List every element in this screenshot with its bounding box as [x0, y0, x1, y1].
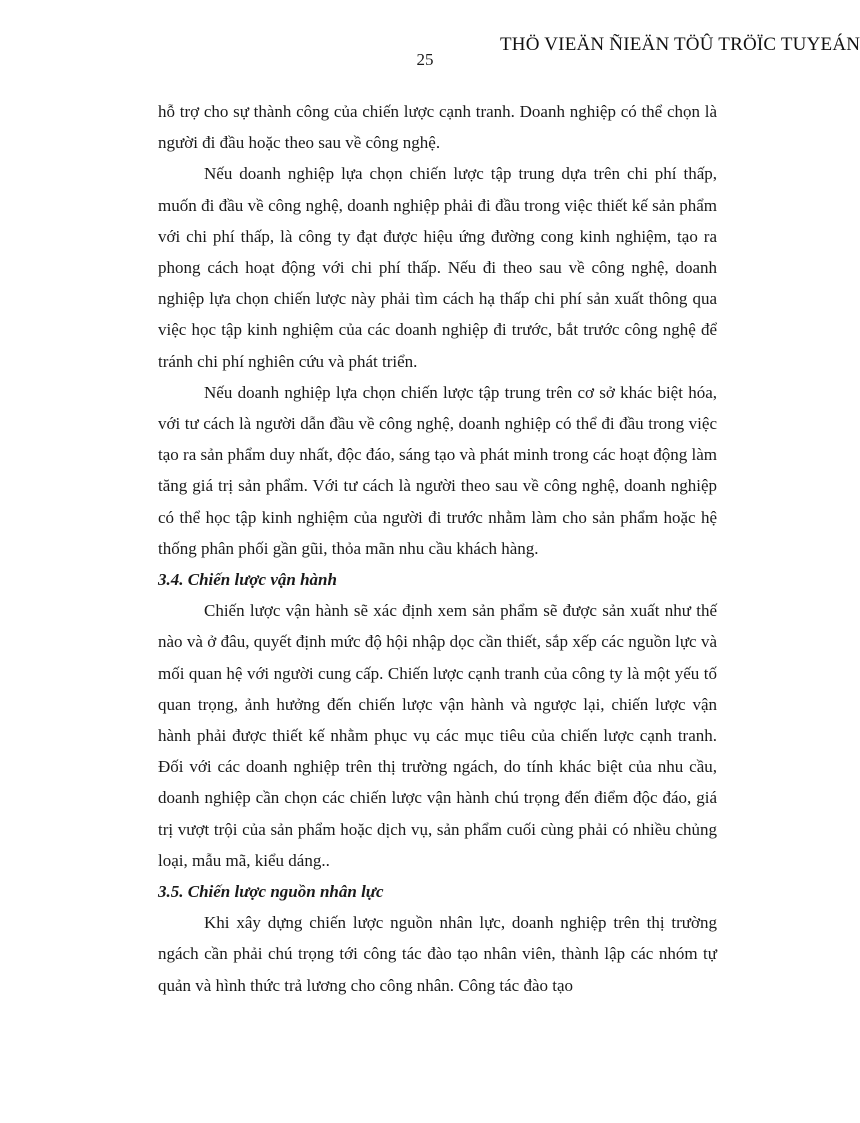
library-watermark: THÖ VIEÄN ÑIEÄN TÖÛ TRÖÏC TUYEÁN — [500, 34, 860, 55]
body-paragraph-3: Nếu doanh nghiệp lựa chọn chiến lược tập trung trên cơ sở khác biệt hóa, với tư cách là người dẫn đầu về công nghệ, doanh nghiệp có thể đi đầu trong việc tạo ra sản phẩm duy nhất, độc đáo, sáng tạo và phát minh trong các hoạt động làm tăng giá trị sản phẩm. Với tư cách là người theo sau về công nghệ, doanh nghiệp có thể học tập kinh nghiệm của người đi trước nhằm làm cho sản phẩm hoặc hệ thống phân phối gần gũi, thỏa mãn nhu cầu khách hàng. — [158, 382, 717, 558]
body-paragraph-hr: Khi xây dựng chiến lược nguồn nhân lực, doanh nghiệp trên thị trường ngách cần phải chú trọng tới công tác đào tạo nhân viên, thành lập các nhóm tự quản và hình thức trả lương cho công nhân. Công tác đào tạo — [158, 913, 717, 995]
page-number: 25 — [416, 50, 434, 69]
section-heading-hr-strategy: 3.5. Chiến lược nguồn nhân lực — [158, 882, 384, 902]
body-paragraph-1: hỗ trợ cho sự thành công của chiến lược cạnh tranh. Doanh nghiệp có thể chọn là người đi đầu hoặc theo sau về công nghệ. — [158, 102, 717, 153]
body-paragraph-2: Nếu doanh nghiệp lựa chọn chiến lược tập trung dựa trên chi phí thấp, muốn đi đầu về công nghệ, doanh nghiệp phải đi đầu trong việc thiết kế sản phẩm với chi phí thấp, là công ty đạt được hiệu ứng đường cong kinh nghiệm, tạo ra phong cách hoạt động với chi phí thấp. Nếu đi theo sau về công nghệ, doanh nghiệp lựa chọn chiến lược này phải tìm cách hạ thấp chi phí sản xuất thông qua việc học tập kinh nghiệm của các doanh nghiệp đi trước, bắt trước công nghệ để tránh chi phí nghiên cứu và phát triển. — [158, 164, 717, 371]
body-paragraph-operations: Chiến lược vận hành sẽ xác định xem sản phẩm sẽ được sản xuất như thế nào và ở đâu, quyết định mức độ hội nhập dọc cần thiết, sắp xếp các nguồn lực và mối quan hệ với người cung cấp. Chiến lược cạnh tranh của công ty là một yếu tố quan trọng, ảnh hưởng đến chiến lược vận hành và ngược lại, chiến lược vận hành phải được thiết kế nhằm phục vụ các mục tiêu của chiến lược cạnh tranh. Đối với các doanh nghiệp trên thị trường ngách, do tính khác biệt của nhu cầu, doanh nghiệp cần chọn các chiến lược vận hành chú trọng đến điểm độc đáo, giá trị vượt trội của sản phẩm hoặc dịch vụ, sản phẩm cuối cùng phải có nhiều chủng loại, mẫu mã, kiểu dáng.. — [158, 601, 717, 870]
section-heading-operations-strategy: 3.4. Chiến lược vận hành — [158, 570, 337, 590]
page-body — [158, 96, 717, 1001]
